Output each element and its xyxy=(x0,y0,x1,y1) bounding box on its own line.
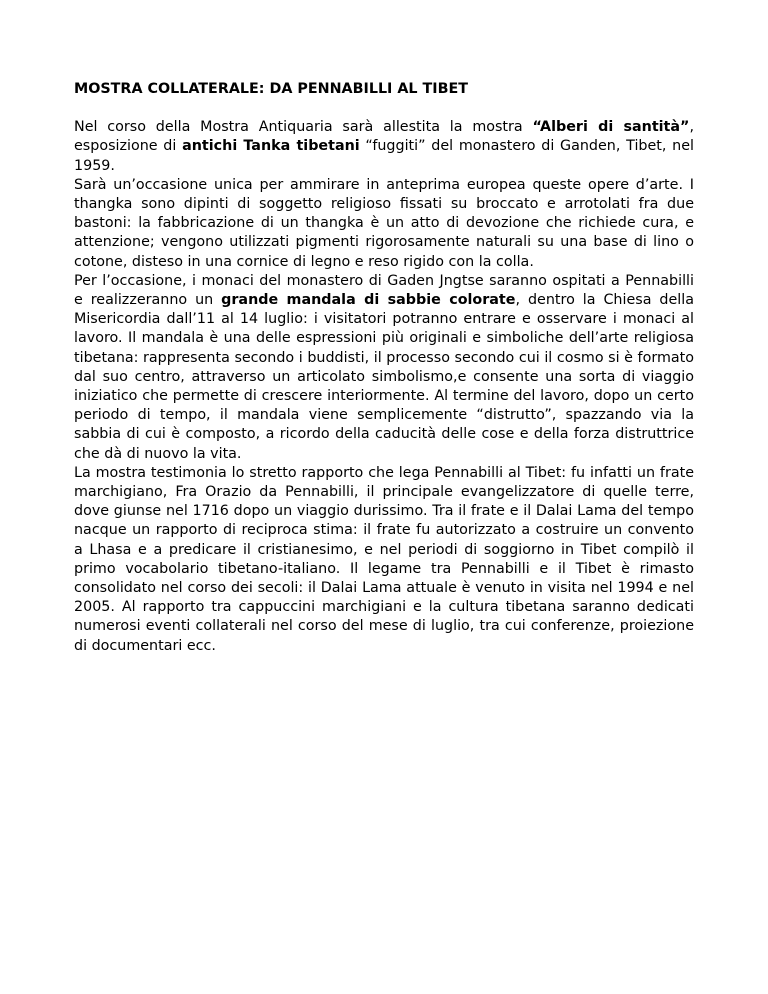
intro-text-3: “fuggiti” del monastero di Ganden, Tibet, nel 1959. xyxy=(74,138,695,174)
document-title: MOSTRA COLLATERALE: DA PENNABILLI AL TIBET xyxy=(74,81,468,97)
mandala-text-1: Per l’occasione, i monaci del monastero di Gaden Jngtse saranno ospitati a Pennabilli e realizzeranno un xyxy=(74,272,694,309)
exhibition-name: “Alberi di santità” xyxy=(532,119,690,136)
intro-text-2: , esposizione di xyxy=(74,119,694,155)
intro-text-1: Nel corso della Mostra Antiquaria sarà allestita la mostra xyxy=(74,119,533,136)
document-page xyxy=(74,80,694,656)
paragraph-thangka: Sarà un’occasione unica per ammirare in anteprima europea queste opere d’arte. I thangka sono dipinti di soggetto religioso fissati su broccato e arrotolati fra due bastoni: la fabbricazione di un thangka è un atto di devozione che richiede cura, e attenzione; vengono utilizzati pigmenti rigorosamente naturali su una base di lino o cotone, disteso in una cornice di legno e reso rigido con la colla. xyxy=(74,176,694,270)
mandala-text-2: , dentro la Chiesa della Misericordia dall’11 al 14 luglio: i visitatori potranno entrare e osservare i monaci al lavoro. Il mandala è una delle espressioni più originali e simboliche dell’arte religiosa tibetana: rappresenta secondo i buddisti, il processo secondo cui il cosmo si è formato dal suo centro, attraverso un articolato simbolismo,e consente una sorta di viaggio iniziatico che permette di crescere interiormente. Al termine del lavoro, dopo un certo periodo di tempo, il mandala viene semplicemente “distrutto”, spazzando via la sabbia di cui è composto, a ricordo della caducità delle cose e della forza distruttrice che dà di nuovo la vita. xyxy=(74,292,694,462)
paragraph-history: La mostra testimonia lo stretto rapporto che lega Pennabilli al Tibet: fu infatti un frate marchigiano, Fra Orazio da Pennabilli, il principale evangelizzatore di quelle terre, dove giunse nel 1716 dopo un viaggio durissimo. Tra il frate e il Dalai Lama del tempo nacque un rapporto di reciproca stima: il frate fu autorizzato a costruire un convento a Lhasa e a predicare il cristianesimo, e nel periodi di soggiorno in Tibet compilò il primo vocabolario tibetano-italiano. Il legame tra Pennabilli e il Tibet è rimasto consolidato nel corso dei secoli: il Dalai Lama attuale è venuto in visita nel 1994 e nel 2005. Al rapporto tra cappuccini marchigiani e la cultura tibetana saranno dedicati numerosi eventi collaterali nel corso del mese di luglio, tra cui conferenze, proiezione di documentari ecc. xyxy=(74,464,694,654)
paragraph-mandala xyxy=(74,272,694,464)
paragraph-intro xyxy=(74,118,694,176)
tanka-highlight: antichi Tanka tibetani xyxy=(182,138,360,155)
mandala-highlight: grande mandala di sabbie colorate xyxy=(221,292,516,309)
